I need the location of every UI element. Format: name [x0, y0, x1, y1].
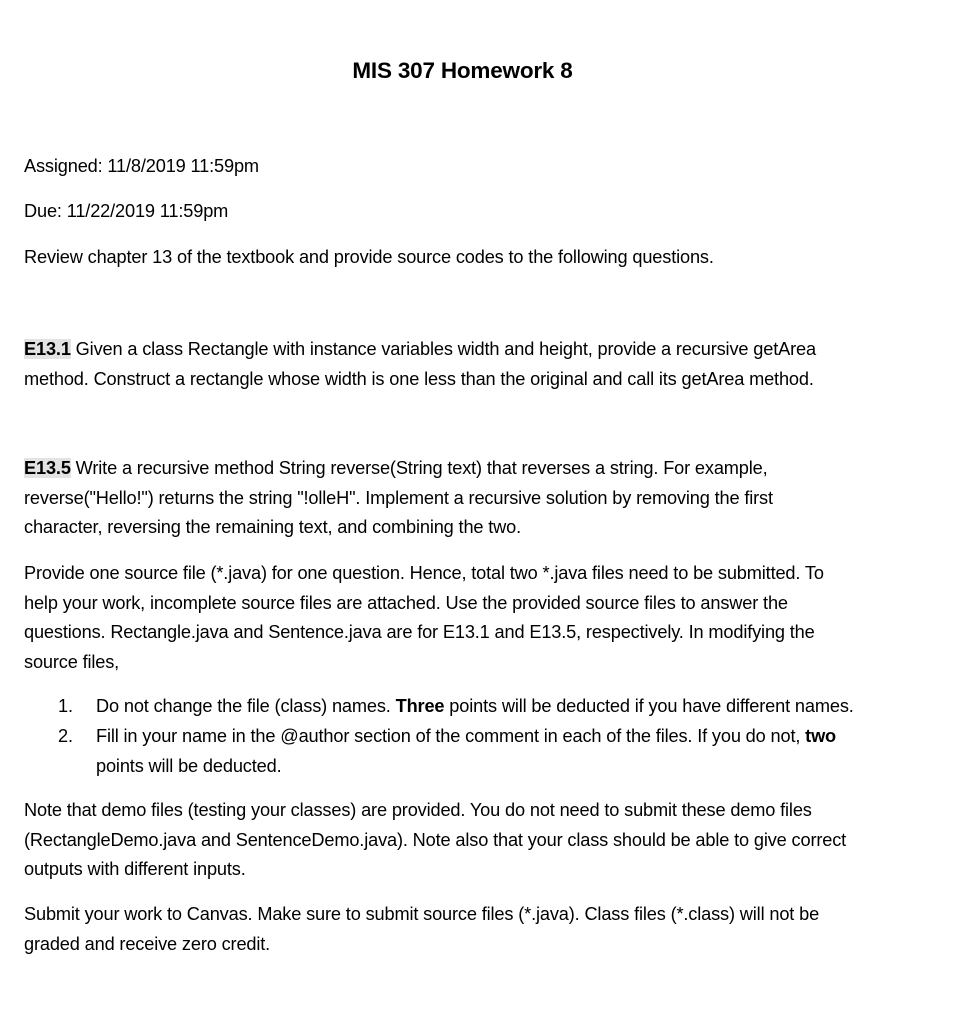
- list-item-text: Fill in your name in the @author section of the comment in each of the files. If you do not, two points will be deducted.: [96, 726, 837, 776]
- provide-line1: Provide one source file (*.java) for one question. Hence, total two *.java files need to be submitted. To: [24, 563, 824, 583]
- list-item-number: 2.: [58, 726, 73, 746]
- question-e13-1-line1: E13.1 Given a class Rectangle with instance variables width and height, provide a recursive getArea: [24, 339, 816, 359]
- submit-line1: Submit your work to Canvas. Make sure to submit source files (*.java). Class files (*.class) will not be: [24, 904, 820, 924]
- question-e13-5-line3: character, reversing the remaining text, and combining the two.: [24, 517, 522, 537]
- list-item-text: Do not change the file (class) names. Three points will be deducted if you have different names.: [96, 696, 854, 716]
- list-item-number: 1.: [58, 696, 73, 716]
- note-paragraph: [24, 796, 964, 885]
- provide-line2: help your work, incomplete source files are attached. Use the provided source files to answer the: [24, 592, 788, 613]
- provide-paragraph: [24, 559, 964, 677]
- assigned-date: Assigned: 11/8/2019 11:59pm: [24, 156, 259, 176]
- question-number: E13.1: [24, 339, 71, 359]
- page-title: MIS 307 Homework 8: [352, 58, 573, 83]
- note-line3: outputs with different inputs.: [24, 859, 246, 879]
- provide-line4: source files,: [24, 651, 120, 672]
- question-e13-5: [24, 454, 964, 543]
- question-e13-1: [24, 335, 964, 394]
- question-e13-5-line2: reverse("Hello!") returns the string "!olleH". Implement a recursive solution by removing the first: [24, 487, 773, 508]
- question-e13-1-line2: method. Construct a rectangle whose width is one less than the original and call its getArea method.: [24, 368, 814, 389]
- review-instruction: Review chapter 13 of the textbook and provide source codes to the following questions.: [24, 247, 714, 267]
- note-line1: Note that demo files (testing your classes) are provided. You do not need to submit these demo files: [24, 800, 812, 820]
- submit-paragraph: [24, 900, 964, 959]
- note-line2: (RectangleDemo.java and SentenceDemo.java). Note also that your class should be able to give correct: [24, 829, 847, 850]
- question-e13-5-line1: E13.5 Write a recursive method String reverse(String text) that reverses a string. For example,: [24, 458, 768, 478]
- submit-line2: graded and receive zero credit.: [24, 933, 271, 954]
- due-date: Due: 11/22/2019 11:59pm: [24, 201, 229, 221]
- provide-line3: questions. Rectangle.java and Sentence.java are for E13.1 and E13.5, respectively. In modifying the: [24, 622, 815, 642]
- question-number: E13.5: [24, 458, 71, 478]
